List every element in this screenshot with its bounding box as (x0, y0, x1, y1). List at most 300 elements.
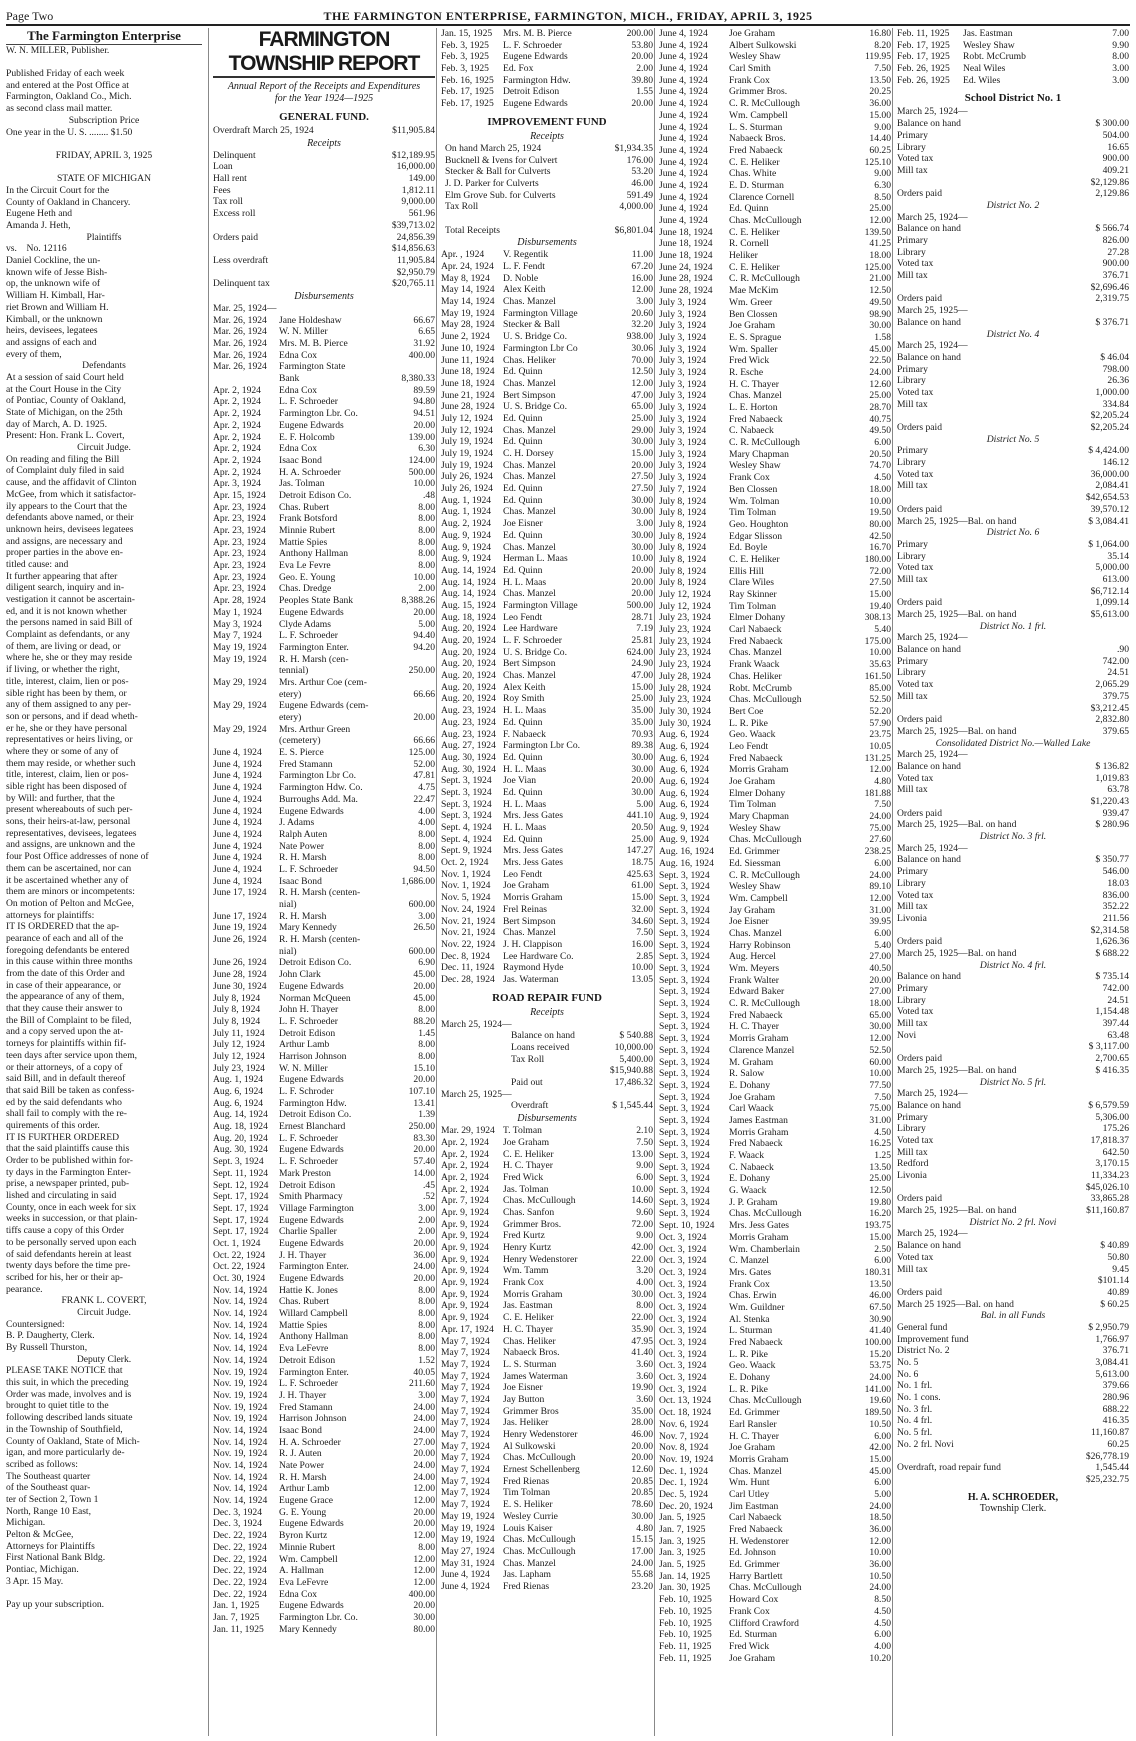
row-name: Mrs. Jess Gates (729, 1220, 789, 1232)
row-name: Ed. Quinn (503, 412, 543, 424)
row-date: July 3, 1924 (659, 366, 707, 378)
row-name: Aug. Hercel (729, 951, 776, 963)
row-amount: 441.10 (626, 810, 653, 822)
ledger-row (213, 1051, 435, 1063)
row-name: Detroit Edison Co. (279, 957, 352, 969)
row-date: July 8, 1924 (659, 565, 707, 577)
row-amount: 5.40 (874, 624, 891, 636)
notice-line (6, 162, 202, 174)
row-name: Edna Cox (279, 1588, 318, 1600)
column-school-districts (892, 28, 1133, 1736)
ledger-row (897, 1053, 1129, 1065)
row-name: Jas. Eastman (503, 1300, 553, 1312)
row-amount: 16.00 (631, 938, 653, 950)
ledger-row (659, 449, 891, 461)
row-amount: 11,334.23 (1090, 1170, 1129, 1181)
row-name: March 25, 1924— (897, 749, 968, 761)
row-amount: $39,713.02 (391, 219, 435, 231)
row-amount: 85.00 (869, 682, 891, 694)
row-date: Sept. 3, 1924 (659, 1150, 710, 1161)
ledger-row (213, 1343, 435, 1355)
row-amount: 8.00 (418, 840, 435, 852)
ledger-row (213, 794, 435, 806)
ledger-row (441, 1336, 653, 1348)
row-date: May 29, 1924 (213, 676, 267, 688)
row-amount: 20.00 (413, 712, 435, 723)
row-date: Jan. 1, 1925 (213, 1600, 260, 1612)
row-name: Carl Nabaeck (729, 1512, 782, 1524)
ledger-row (441, 390, 653, 402)
row-name: Ed. Johnson (729, 1547, 776, 1559)
row-amount: 10.00 (869, 1547, 891, 1559)
row-name: Chas. Erwin (729, 1290, 777, 1302)
row-date (213, 373, 279, 385)
row-amount: $ 2,950.79 (1088, 1321, 1129, 1333)
ledger-row (659, 1512, 891, 1524)
row-name: March 25, 1925—Bal. on hand (897, 725, 1017, 737)
row-name: Balance on hand (897, 854, 961, 866)
row-amount: 3.00 (636, 518, 653, 530)
row-name: A. Hallman (279, 1565, 324, 1577)
row-name: J. Adams (279, 817, 315, 829)
ledger-row (441, 1125, 653, 1137)
ledger-row (441, 962, 653, 974)
row-name: C. E. Heliker (503, 1148, 554, 1160)
row-amount: $6,712.14 (1090, 585, 1129, 597)
row-name: Wesley Shaw (729, 822, 781, 834)
row-name: Ed. Quinn (729, 203, 769, 215)
ledger-row (441, 1499, 653, 1511)
row-name: Morris Graham (729, 1033, 789, 1045)
ledger-row (441, 729, 653, 741)
ledger-row (441, 775, 653, 787)
notice-line: and entered at the Post Office at (6, 79, 129, 91)
district-heading: District No. 2 (986, 199, 1040, 211)
row-amount: 9.00 (874, 121, 891, 133)
row-name: J. P. Graham (729, 1196, 778, 1208)
row-name: C. Manzel (729, 1255, 769, 1267)
row-amount: $2,696.46 (1090, 281, 1129, 293)
row-amount: 98.90 (869, 308, 891, 320)
row-amount: 80.00 (869, 518, 891, 530)
ledger-row (441, 506, 653, 518)
row-date: Dec. 11, 1924 (441, 962, 495, 974)
notice-line: that said Bill be taken as confess- (6, 1084, 135, 1096)
ledger-row (897, 1158, 1129, 1170)
row-amount: 25.00 (869, 203, 891, 215)
row-name: Mrs. Gates (729, 1266, 772, 1278)
row-name: C. E. Heliker (729, 226, 780, 238)
row-date: June 4, 1924 (659, 98, 708, 110)
row-amount: 20.00 (413, 1506, 435, 1518)
row-name: Charlie Spaller (279, 1226, 337, 1238)
row-amount: 11,905.84 (396, 254, 435, 266)
row-name: L. F. Schroder (279, 1086, 334, 1097)
ledger-row (659, 472, 891, 484)
row-amount: 19.40 (869, 600, 891, 612)
row-name: Chas. McCullough (503, 1534, 576, 1546)
ledger-row (659, 764, 891, 776)
row-name: Farmington Village (503, 599, 578, 611)
row-name: Elmer Dohany (729, 612, 786, 624)
ledger-row (213, 1133, 435, 1145)
row-name: Clifford Crawford (729, 1617, 799, 1629)
ledger-row (213, 361, 435, 373)
row-name: General fund (897, 1321, 948, 1333)
row-date: May 7, 1924 (441, 1335, 490, 1347)
row-date: May 7, 1924 (441, 1347, 490, 1359)
row-date: May 7, 1924 (441, 1452, 490, 1464)
row-amount: 20.00 (413, 1074, 435, 1086)
row-date: Oct. 30, 1924 (213, 1273, 266, 1284)
row-amount: 15.00 (869, 589, 891, 600)
ledger-row (441, 471, 653, 483)
row-name: Tax Roll (511, 1053, 545, 1065)
ledger-row (659, 1244, 891, 1256)
row-name: Ralph Auten (279, 828, 328, 840)
row-name: Balance on hand (897, 118, 961, 130)
ledger-row (441, 892, 653, 904)
ledger-row (897, 609, 1129, 621)
row-date: July 8, 1924 (659, 518, 707, 530)
ledger-row (441, 483, 653, 495)
row-date: Nov. 21, 1924 (441, 927, 496, 939)
row-name: Library (897, 375, 926, 387)
row-amount: 9.00 (636, 1230, 653, 1242)
row-date: June 4, 1924 (659, 28, 708, 39)
row-name: Isaac Bond (279, 875, 322, 887)
ledger-row (213, 817, 435, 829)
ledger-row (441, 366, 653, 378)
row-date: June 2, 1924 (441, 331, 490, 343)
ledger-row (441, 75, 653, 87)
row-name (445, 213, 605, 225)
row-date: Apr. 23, 1924 (213, 513, 266, 525)
row-amount: 16.70 (869, 542, 891, 554)
ledger-row (213, 350, 435, 362)
row-amount: 75.00 (869, 1103, 891, 1115)
ledger-row (897, 223, 1129, 235)
row-name: Joe Graham (729, 776, 776, 787)
ledger-row (441, 1277, 653, 1289)
row-name: Frank Walter (729, 974, 779, 986)
row-name: M. Graham (729, 1056, 774, 1068)
ledger-row (213, 243, 435, 255)
row-amount: 31.00 (869, 1114, 891, 1126)
row-date: June 4, 1924 (213, 747, 262, 759)
notice-line: that the said plaintiffs cause this (6, 1143, 130, 1155)
row-amount: 8.00 (418, 828, 435, 840)
row-amount: $20,765.11 (392, 278, 435, 290)
row-name: Tim Tolman (729, 600, 777, 612)
row-name: Total Receipts (445, 224, 501, 236)
row-amount: 4.80 (636, 1522, 653, 1534)
row-amount: 50.80 (1107, 1251, 1129, 1263)
row-amount: 12.00 (869, 764, 891, 776)
ledger-row (441, 951, 653, 963)
row-date: Oct. 3, 1924 (659, 1231, 707, 1243)
notice-line: foregoing defendants be entered (6, 944, 130, 956)
row-amount: 26.50 (413, 922, 435, 934)
row-name: Geo. Waack (729, 729, 776, 741)
row-date: Apr. 9, 1924 (441, 1265, 489, 1277)
ledger-row (213, 619, 435, 631)
row-amount (1081, 749, 1129, 761)
row-date: Nov. 24, 1924 (441, 903, 496, 915)
ledger-row (897, 480, 1129, 492)
ledger-row (213, 1589, 435, 1601)
notice-line: County, once in each week for six (6, 1201, 137, 1213)
row-date: Nov. 14, 1924 (213, 1495, 268, 1507)
ledger-row (213, 1554, 435, 1566)
row-amount: 74.70 (869, 460, 891, 472)
row-date: Jan. 7, 1925 (213, 1611, 260, 1623)
ledger-row (441, 1406, 653, 1418)
row-name: Voted tax (897, 1006, 934, 1018)
row-date: Nov. 14, 1924 (213, 1343, 268, 1355)
ledger-row (659, 1267, 891, 1279)
row-name: Wm. Campbell (729, 109, 788, 121)
row-name: Mill tax (897, 398, 928, 410)
row-date: Oct. 3, 1924 (659, 1383, 707, 1395)
ledger-row (213, 1367, 435, 1379)
row-amount: 18.75 (631, 857, 653, 869)
row-name: Willard Campbell (279, 1308, 348, 1320)
row-amount: 67.20 (631, 261, 653, 272)
ledger-row (441, 1429, 653, 1441)
row-name: Ed. Wiles (963, 74, 1001, 86)
row-name: No. 3 frl. (897, 1403, 933, 1415)
ledger-row (659, 297, 891, 309)
row-amount: 376.71 (1102, 1345, 1129, 1357)
ledger-row (213, 432, 435, 444)
row-amount: 8.00 (418, 560, 435, 572)
row-amount: 3,170.15 (1095, 1158, 1129, 1170)
notice-line: of said defendants herein at least (6, 1248, 132, 1260)
row-amount (387, 677, 435, 689)
row-amount: 35.00 (631, 705, 653, 717)
row-name: Grimmer Bros. (729, 86, 788, 98)
ledger-row (897, 1030, 1129, 1042)
row-name: G. E. Young (279, 1506, 327, 1518)
row-date: June 4, 1924 (213, 875, 262, 887)
row-amount: 30.00 (631, 506, 653, 518)
ledger-row (213, 1530, 435, 1542)
ledger-row (213, 1390, 435, 1402)
row-amount: 30.00 (631, 751, 653, 763)
ledger-row (213, 607, 435, 619)
column-legal-notice (6, 28, 206, 1736)
row-date: Feb. 3, 1925 (441, 63, 489, 75)
row-name: Jane Holdeshaw (279, 314, 342, 326)
row-date: Aug. 9, 1924 (441, 553, 492, 565)
row-amount: 30.00 (631, 786, 653, 798)
ledger-row (897, 971, 1129, 983)
ledger-row (897, 808, 1129, 820)
ledger-row (213, 1039, 435, 1051)
row-amount (387, 654, 435, 666)
row-date: Mar. 26, 1924 (213, 349, 267, 361)
row-name: No. 1 cons. (897, 1392, 941, 1404)
row-date: Sept. 4, 1924 (441, 822, 492, 833)
ledger-row (897, 212, 1129, 224)
row-name: R. Cornell (729, 238, 769, 250)
row-amount: 7.50 (636, 1136, 653, 1148)
row-name: Ed. Quinn (503, 366, 543, 378)
ledger-row (659, 870, 891, 882)
row-name: Bert Simpson (503, 389, 556, 401)
row-name: Hattie K. Jones (279, 1284, 338, 1296)
row-amount: $ 566.74 (1095, 223, 1129, 235)
ledger-row (441, 1347, 653, 1359)
row-name: E. S. Pierce (279, 747, 324, 759)
ledger-row (659, 531, 891, 543)
row-name: E. Dohany (729, 1173, 771, 1185)
row-date: Sept. 11, 1924 (213, 1167, 269, 1179)
ledger-row (659, 1092, 891, 1104)
row-date: July 3, 1924 (659, 296, 707, 308)
row-name: Ed. Grimmer (729, 1407, 780, 1419)
row-date: May 8, 1924 (441, 272, 490, 284)
row-amount: 15.10 (413, 1062, 435, 1074)
ledger-row (213, 1495, 435, 1507)
row-name: Wesley Shaw (729, 51, 781, 63)
ledger-row (213, 220, 435, 232)
row-name: Orders paid (897, 714, 943, 726)
row-date: July 8, 1924 (213, 1004, 261, 1016)
row-date: Apr. 2, 1924 (213, 443, 261, 455)
ledger-row (441, 1100, 653, 1112)
row-amount: 5.00 (636, 798, 653, 810)
row-amount: 20.00 (631, 576, 653, 588)
row-name: Wm. Greer (729, 296, 773, 308)
row-name: H. C. Thayer (503, 1160, 553, 1172)
notice-line: teen days after service upon them, (6, 1049, 138, 1061)
row-date: Nov. 8, 1924 (659, 1442, 709, 1454)
row-date: Feb. 10, 1925 (659, 1594, 712, 1606)
row-name: Geo. E. Young (279, 571, 336, 583)
row-date: Jan. 5, 1925 (659, 1559, 706, 1571)
row-amount: 12.00 (413, 1565, 435, 1577)
row-amount: 27.50 (631, 471, 653, 483)
clerk-signature: H. A. SCHROEDER, (967, 1491, 1059, 1503)
row-date: Apr. 23, 1924 (213, 571, 266, 583)
ledger-row (213, 1250, 435, 1262)
row-amount: 20.00 (631, 98, 653, 110)
row-date: Mar. 26, 1924 (213, 361, 267, 373)
ledger-row (897, 410, 1129, 422)
notice-line: sible right has been disposed of (6, 781, 127, 793)
ledger-row (897, 703, 1129, 715)
district-heading: District No. 5 (986, 433, 1040, 445)
row-date: Oct. 3, 1924 (659, 1266, 707, 1278)
ledger-row (897, 738, 1129, 750)
row-name: Stecker & Ball for Culverts (445, 166, 551, 178)
ledger-row (213, 630, 435, 642)
row-amount: 94.20 (413, 641, 435, 653)
row-amount: 14.40 (869, 133, 891, 145)
row-amount: 189.50 (864, 1407, 891, 1419)
ledger-row (659, 1349, 891, 1361)
row-amount (1081, 305, 1129, 317)
ledger-row (213, 1378, 435, 1390)
row-amount: 16.25 (869, 1138, 891, 1150)
row-name: Eugene Edwards (279, 606, 344, 618)
ledger-row (659, 1477, 891, 1489)
row-date: Sept. 3, 1924 (659, 939, 710, 951)
row-name: G. Waack (729, 1185, 767, 1197)
row-name: Detroit Edison Co. (279, 489, 352, 501)
row-amount: 41.40 (869, 1325, 891, 1337)
row-amount: 94.50 (413, 863, 435, 875)
row-amount: 613.00 (1102, 573, 1129, 585)
row-amount: 52.50 (869, 694, 891, 706)
row-name: Ed. Quinn (503, 786, 543, 798)
row-name: Mary Chapman (729, 448, 789, 460)
row-amount: $ 350.77 (1095, 854, 1129, 866)
ledger-row (897, 1439, 1129, 1451)
row-name: R. H. Marsh (cen- (279, 653, 349, 665)
row-name: Chas. Sanfon (503, 1206, 555, 1218)
row-amount: 139.50 (864, 226, 891, 238)
ledger-row (897, 270, 1129, 282)
ledger-row (897, 796, 1129, 808)
row-amount: $2,314.58 (1090, 924, 1129, 936)
row-name: Farmington Village (503, 307, 578, 319)
ledger-row (897, 118, 1129, 130)
notice-line: at the Court House in the City (6, 383, 122, 395)
row-amount: 10.00 (869, 647, 891, 659)
ledger-row (659, 402, 891, 414)
district-heading: Bal. in all Funds (980, 1310, 1046, 1322)
school-district-heading: School District No. 1 (964, 92, 1062, 105)
row-amount: 63.48 (1107, 1029, 1129, 1041)
ledger-row (897, 1275, 1129, 1287)
ledger-row (897, 434, 1129, 446)
ledger-row (659, 379, 891, 391)
notice-line: Michigan. (6, 1517, 46, 1529)
row-date: Sept. 3, 1924 (659, 1091, 710, 1103)
row-date: Sept. 9, 1924 (441, 845, 492, 857)
row-name (897, 1182, 1081, 1194)
row-date: Sept. 3, 1924 (441, 775, 492, 787)
row-amount: 8.50 (874, 1594, 891, 1606)
row-date: Aug. 6, 1924 (659, 787, 710, 799)
row-name: Detroit Edison (279, 1354, 336, 1366)
row-name: Fred Nabaeck (729, 1524, 783, 1535)
row-amount: $42,654.53 (1085, 492, 1129, 504)
row-amount: 280.96 (1102, 1392, 1129, 1404)
ledger-row (441, 1137, 653, 1149)
ledger-row (213, 654, 435, 666)
row-amount: 5,306.00 (1095, 1111, 1129, 1123)
ledger-row (897, 913, 1129, 925)
notice-line: Order was made, involves and is (6, 1388, 132, 1400)
row-name: L. F. Fendt (503, 261, 545, 272)
row-date: Jan. 3, 1925 (659, 1547, 706, 1559)
row-name: Fees (213, 184, 231, 196)
row-name: Detroit Edison (279, 1179, 336, 1191)
row-name: L. S. Sturman (503, 1358, 557, 1370)
row-name: Leo Fendt (503, 868, 543, 880)
row-date: Nov. 19, 1924 (213, 1366, 268, 1378)
row-amount: 20.00 (631, 1452, 653, 1464)
row-name: C. E. Heliker (729, 553, 780, 565)
notice-line: sible right has been by them, or (6, 687, 127, 699)
row-name: Eugene Edwards (503, 98, 568, 110)
ledger-row (213, 1191, 435, 1203)
ledger-row (441, 155, 653, 167)
